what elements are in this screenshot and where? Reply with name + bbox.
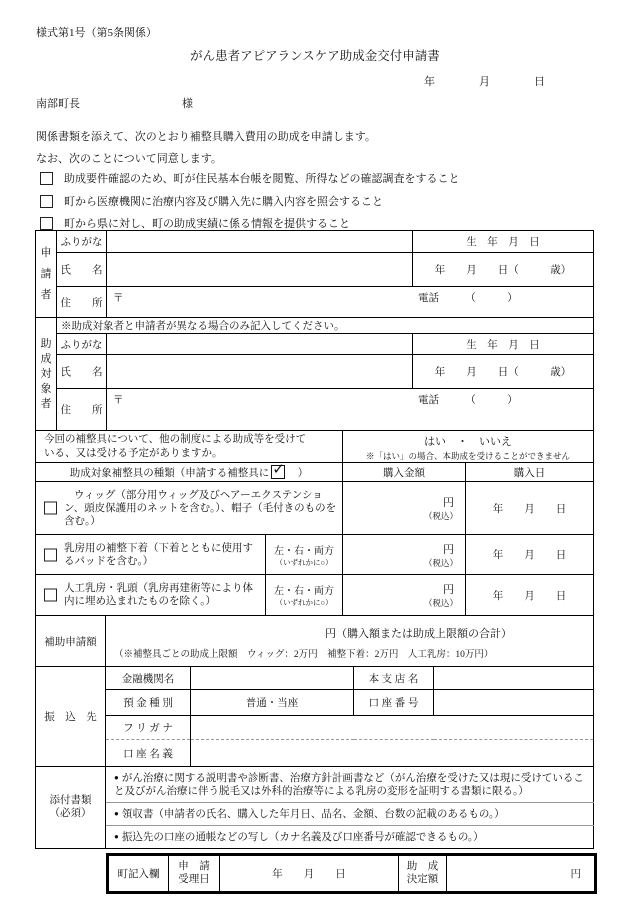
bank-section-label: 振 込 先 [36,667,106,767]
receipt-date-label: 申 請 受理日 [169,855,220,893]
consent-text-2: 町から医療機関に治療内容及び購入先に購入内容を照会すること [64,196,383,208]
item-amount-note-prosthesis: （税込） [423,598,458,608]
addressee: 南部町長 [36,98,80,110]
attachments-table [35,766,594,849]
item-description-bra: 乳房用の補整下着（下着とともに使用するパッドを含む。） [64,542,253,567]
item-amount-unit-wig: 円 [443,497,454,509]
item-amount-unit-prosthesis: 円 [443,584,454,596]
bank-account-number-label: 口 座 番 号 [354,690,434,716]
recipient-section-label: 助 成 対 象 者 [40,338,52,410]
recipient-section-cell [36,318,57,431]
bullet-icon: ● [114,831,119,841]
items-table [35,462,594,616]
bank-holder-label: 口 座 名 義 [106,740,191,767]
receipt-date-field[interactable]: 年 月 日 [220,855,399,893]
consent-checkbox-3-icon[interactable] [40,217,53,230]
bank-kana-label: フ リ ガ ナ [106,716,191,740]
item-amount-note-bra: （税込） [423,557,458,568]
item-date-prosthesis-field[interactable]: 年 月 日 [466,575,594,616]
addressee-honorific: 様 [182,98,193,110]
item-side-note-bra: （いずれかに○） [275,557,333,567]
recipient-name-label: 氏 名 [57,355,107,389]
consent-item-2 [40,193,383,209]
item-row-wig [36,482,343,535]
other-subsidy-note: ※「はい」の場合、本助成を受けることができません [365,450,570,461]
applicant-birthdate-field[interactable]: 年 月 日（ 歳） [413,253,594,287]
item-side-options-bra[interactable]: 左・右・両方 [274,545,334,557]
recipient-table [35,317,594,431]
bank-account-type-label: 預 金 種 別 [106,690,191,716]
item-amount-wig-field[interactable] [343,482,466,535]
item-amount-prosthesis-field[interactable] [343,575,466,616]
form-number: 様式第1号（第5条関係） [36,27,157,39]
other-subsidy-answer [343,431,594,463]
applicant-address-label: 住 所 [57,287,107,318]
bank-institution-field[interactable] [191,667,354,690]
item-row-bra [36,535,266,575]
intro-line-2: なお、次のことについて同意します。 [36,153,222,165]
recipient-phone-label: 電話 （ ） [418,395,518,406]
subsidy-limit-note: （※補整具ごとの助成上限額 ウィッグ：2万円 補整下着：2万円 人工乳房：10万円） [114,650,494,660]
item-checkbox-prosthesis-icon[interactable] [44,589,57,602]
recipient-birthdate-field[interactable]: 年 月 日（ 歳） [413,355,594,389]
bank-table [35,666,594,767]
town-section-table [106,853,597,894]
attachment-item-2: ● 領収書（申請者の氏名、購入した年月日、品名、金額、台数の記載のあるもの。） [106,803,594,826]
attachments-label: 添付書類 （必須） [36,767,106,849]
item-date-bra-field[interactable]: 年 月 日 [466,535,594,575]
applicant-furigana-field[interactable] [107,231,413,253]
item-side-prosthesis [266,575,343,616]
bank-account-number-field[interactable] [434,690,594,716]
applicant-postal-mark: 〒 [113,293,124,304]
bank-account-type-value[interactable]: 普通・当座 [191,690,354,716]
consent-checkbox-1-icon[interactable] [40,172,53,185]
item-side-bra [266,535,343,575]
recipient-name-field[interactable] [107,355,413,389]
applicant-name-label: 氏 名 [57,253,107,287]
bank-branch-field[interactable] [434,667,594,690]
item-checkbox-bra-icon[interactable] [44,548,57,561]
bullet-icon: ● [114,808,119,818]
form-body [35,230,595,894]
intro-line-1: 関係書類を添えて、次のとおり補整具購入費用の助成を申請します。 [36,131,376,143]
applicant-table [35,230,594,318]
applicant-birthdate-header: 生 年 月 日 [413,231,594,253]
applicant-name-field[interactable] [107,253,413,287]
recipient-address-field[interactable] [107,389,594,431]
item-side-note-prosthesis: （いずれかに○） [275,598,333,607]
attachment-item-1: ● がん治療に関する説明書や診断書、治療方針計画書など（がん治療を受けた又は現に受けていること及びがん治療に伴う脱毛又は外科的治療等による乳房の変形を証明する書類に限る。） [106,767,594,803]
applicant-section-cell [36,231,57,318]
applicant-furigana-label: ふりがな [57,231,107,253]
recipient-furigana-label: ふりがな [57,334,107,355]
recipient-address-label: 住 所 [57,389,107,431]
addressee-line [36,98,193,111]
recipient-furigana-field[interactable] [107,334,413,355]
recipient-birthdate-header: 生 年 月 日 [413,334,594,355]
other-subsidy-table [35,430,594,463]
recipient-note: ※助成対象者と申請者が異なる場合のみ記入してください。 [57,318,594,334]
consent-checkbox-2-icon[interactable] [40,195,53,208]
recipient-postal-mark: 〒 [113,395,124,406]
item-amount-bra-field[interactable] [343,535,466,575]
items-date-header: 購入日 [466,463,594,482]
other-subsidy-question: 今回の補整具について、他の制度による助成等を受けている、又は受ける予定がありますか。 [36,431,343,463]
item-row-prosthesis [36,575,266,616]
item-date-wig-field[interactable]: 年 月 日 [466,482,594,535]
item-amount-note-wig: （税込） [423,511,458,521]
subsidy-request-table [35,615,594,667]
item-checkbox-wig-icon[interactable] [44,502,57,515]
checked-checkbox-icon [271,465,285,479]
town-section-label: 町記入欄 [108,855,169,893]
applicant-address-field[interactable] [107,287,594,318]
other-subsidy-options[interactable]: はい ・ いいえ [424,435,512,448]
subsidy-request-field[interactable] [106,616,594,667]
date-line: 年 月 日 [424,76,545,88]
bank-institution-label: 金融機関名 [106,667,191,690]
consent-item-1 [40,170,460,186]
item-description-wig: ウィッグ（部分用ウィッグ及びヘアーエクステンション、頭皮保護用のネットを含む。）、帽子（毛付きのものを含む。） [64,489,337,527]
consent-text-1: 助成要件確認のため、町が住民基本台帳を閲覧、所得などの確認調査をすること [64,173,460,185]
applicant-phone-label: 電話 （ ） [418,293,518,304]
item-amount-unit-bra: 円 [443,543,454,556]
attachment-item-3: ● 振込先の口座の通帳などの写し（カナ名義及び口座番号が確認できるもの。） [106,826,594,849]
items-amount-header: 購入金額 [343,463,466,482]
item-description-prosthesis: 人工乳房・乳頭（乳房再建術等により体内に埋め込まれたものを除く。） [64,583,253,607]
decision-amount-label: 助 成 決定額 [399,855,447,893]
consent-text-3: 町から県に対し、町の助成実績に係る情報を提供すること [64,218,350,230]
decision-amount-field[interactable]: 円 [447,855,596,893]
bank-branch-label: 本 支 店 名 [354,667,434,690]
subsidy-amount-line: 円（購入額または助成上限額の合計） [325,628,512,640]
subsidy-request-label: 補助申請額 [36,616,106,667]
consent-item-3 [40,215,350,231]
bank-holder-field[interactable] [191,740,594,767]
bank-kana-field[interactable] [191,716,594,740]
page-title: がん患者アピアランスケア助成金交付申請書 [190,49,440,63]
applicant-section-label: 申 請 者 [40,247,52,301]
item-side-options-prosthesis[interactable]: 左・右・両方 [274,586,334,597]
items-type-header: 助成対象補整具の種類（申請する補整具に ✓ ） [36,463,343,482]
bullet-icon: ● [114,772,119,782]
